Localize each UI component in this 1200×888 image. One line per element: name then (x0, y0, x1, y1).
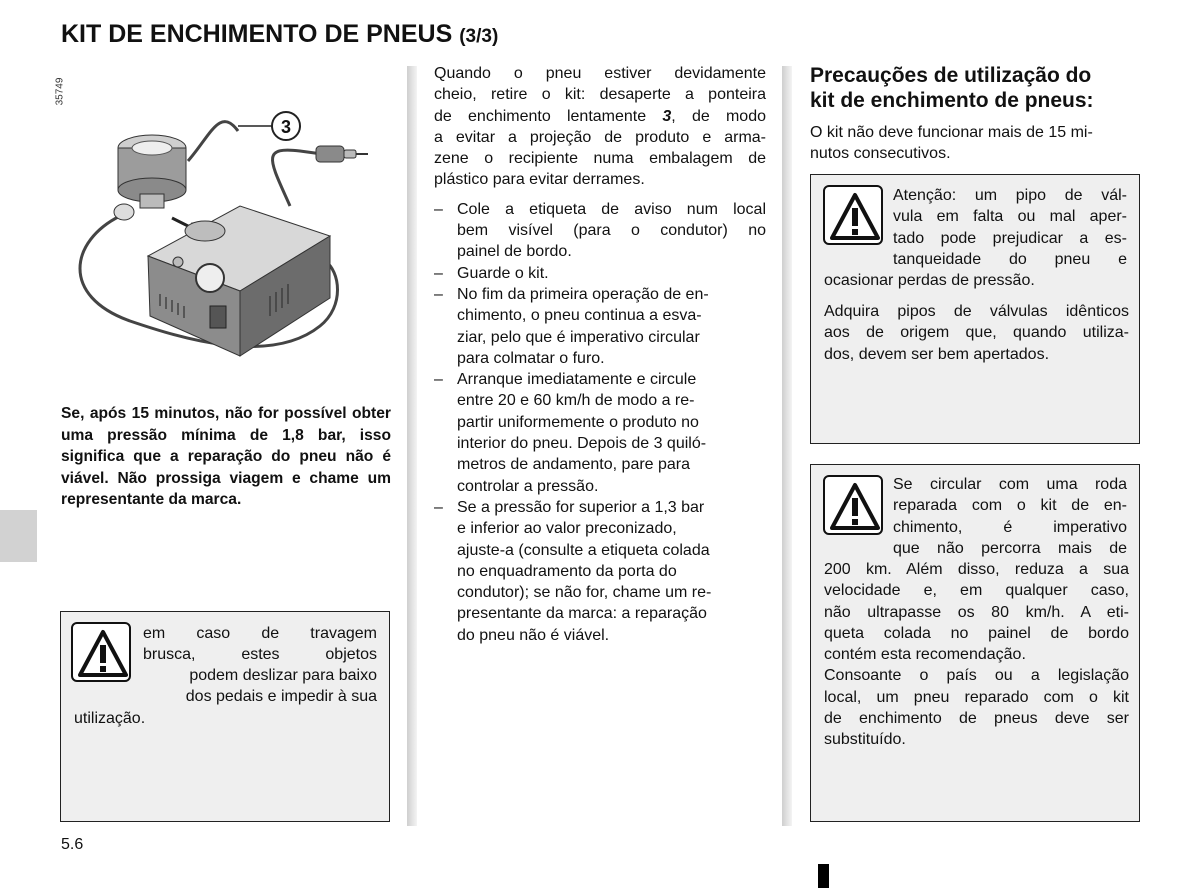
warning-line: queta colada no painel de bordo (824, 624, 1129, 642)
heading-line: Precauções de utilização do (810, 64, 1092, 87)
intro-line: plástico para evitar derrames. (434, 171, 645, 189)
warning-line: reparada com o kit de en- (893, 497, 1127, 515)
warning-line: Atenção: um pipo de vál- (893, 187, 1127, 204)
intro-line (434, 106, 766, 127)
list-dash: – (434, 371, 443, 389)
page-title-part: (3/3) (459, 26, 499, 47)
steps-list (434, 199, 766, 646)
section-tab (0, 510, 37, 562)
warning-line: aos de origem que, quando utiliza- (824, 324, 1129, 342)
page-title-text: KIT DE ENCHIMENTO DE PNEUS (61, 20, 453, 48)
warning-line: tanqueidade do pneu e (893, 250, 1127, 268)
intro-line: cheio, retire o kit: desaperte a ponteira (434, 86, 766, 104)
paragraph-line: O kit não deve funcionar mais de 15 mi- (810, 124, 1093, 141)
list-line: condutor); se não for, chame um re- (457, 584, 712, 602)
figure-callout-3: 3 (280, 117, 292, 137)
ref-number-3: 3 (662, 107, 672, 125)
figure-ref-code (54, 66, 80, 126)
list-dash: – (434, 200, 443, 218)
corner-mark (818, 864, 829, 888)
warning-line: podem deslizar para baixo (189, 667, 377, 684)
list-line: ajuste-a (consulte a etiqueta colada (457, 541, 710, 559)
list-line: no enquadramento da porta do (457, 562, 677, 580)
list-line: do pneu não é viável. (457, 626, 610, 644)
list-item (434, 263, 766, 284)
page-number: 5.6 (61, 836, 84, 853)
list-line: ziar, pelo que é imperativo circular (457, 328, 700, 346)
warning-line: Adquira pipos de válvulas idênticos (824, 303, 1129, 320)
warning-line: vula em falta ou mal aper- (893, 208, 1127, 226)
list-line: presentante da marca: a reparação (457, 605, 707, 623)
page-title (61, 20, 498, 49)
warning-line: 200 km. Além disso, reduza a sua (824, 561, 1129, 578)
warning-line: chimento, é imperativo (893, 518, 1127, 536)
list-item (434, 199, 766, 263)
list-line: Arranque imediatamente e circule (457, 371, 697, 389)
list-line: interior do pneu. Depois de 3 quiló- (457, 435, 707, 453)
list-line: controlar a pressão. (457, 477, 599, 495)
warning-box-braking (60, 611, 390, 822)
paragraph-line: nutos consecutivos. (810, 145, 951, 162)
warning-line: contém esta recomendação. (824, 646, 1026, 664)
warning-line: substituído. (824, 731, 906, 749)
warning-line: não ultrapasse os 80 km/h. A eti- (824, 603, 1129, 621)
list-line: No fim da primeira operação de en- (457, 285, 709, 303)
warning-box-valve (810, 174, 1140, 444)
list-line: para colmatar o furo. (457, 349, 605, 367)
list-line: Guarde o kit. (457, 264, 549, 282)
precautions-paragraph (810, 122, 1140, 164)
warning-line: ocasionar perdas de pressão. (824, 272, 1035, 289)
list-line: e inferior ao valor preconizado, (457, 520, 677, 538)
intro-line: zene o recipiente numa embalagem de (434, 150, 766, 168)
intro-line: Quando o pneu estiver devidamente (434, 65, 766, 82)
list-item (434, 284, 766, 369)
warning-triangle-icon (823, 475, 883, 535)
list-line: bem visível (para o condutor) no (457, 222, 766, 240)
warning-line: em caso de travagem (143, 625, 377, 642)
warning-line: que não percorra mais de (893, 539, 1127, 557)
intro-paragraph (434, 63, 766, 191)
list-line: entre 20 e 60 km/h de modo a re- (457, 392, 695, 410)
heading-line: kit de enchimento de pneus: (810, 89, 1094, 112)
column-divider (407, 66, 417, 826)
list-dash: – (434, 498, 443, 516)
warning-line: brusca, estes objetos (143, 646, 377, 664)
warning-line: local, um pneu reparado com o kit (824, 688, 1129, 706)
list-item (434, 497, 766, 646)
intro-fragment: de enchimento lentamente (434, 107, 663, 125)
warning-box-repaired-wheel (810, 464, 1140, 822)
warning-line: Consoante o país ou a legislação (824, 667, 1129, 685)
list-line: Se a pressão for superior a 1,3 bar (457, 498, 705, 516)
warning-line: velocidade e, em qualquer caso, (824, 582, 1129, 600)
instructions-column (434, 63, 766, 646)
warning-triangle-icon (823, 185, 883, 245)
warning-line: dos, devem ser bem apertados. (824, 345, 1050, 363)
figure-ref-code-text: 35749 (54, 77, 66, 106)
intro-line: a evitar a projeção de produto e arma- (434, 128, 766, 146)
warning-line: dos pedais e impedir à sua (185, 688, 377, 706)
warning-line: utilização. (74, 710, 146, 727)
column-divider (782, 66, 792, 826)
list-item (434, 369, 766, 497)
compressor-figure (54, 66, 392, 384)
warning-triangle-icon (71, 622, 131, 682)
tyre-inflation-compressor-illustration (60, 66, 392, 384)
list-line: chimento, o pneu continua a esva- (457, 307, 702, 325)
list-line: partir uniformemente o produto no (457, 413, 699, 431)
failure-notice: Se, após 15 minutos, não for possível obter uma pressão mínima de 1,8 bar, isso significa que a reparação do pneu não é viável. Não prossiga viagem e chame um representante da marca. (61, 405, 391, 508)
precautions-heading (810, 63, 1140, 113)
warning-line: Se circular com uma roda (893, 476, 1127, 493)
warning-line: tado pode prejudicar a es- (893, 229, 1127, 247)
warning-line: de enchimento de pneus deve ser (824, 710, 1129, 728)
intro-fragment: , de modo (671, 107, 767, 125)
list-dash: – (434, 285, 443, 303)
list-line: Cole a etiqueta de aviso num local (457, 200, 766, 218)
list-line: metros de andamento, pare para (457, 456, 691, 474)
list-dash: – (434, 264, 443, 282)
list-line: painel de bordo. (457, 243, 572, 261)
